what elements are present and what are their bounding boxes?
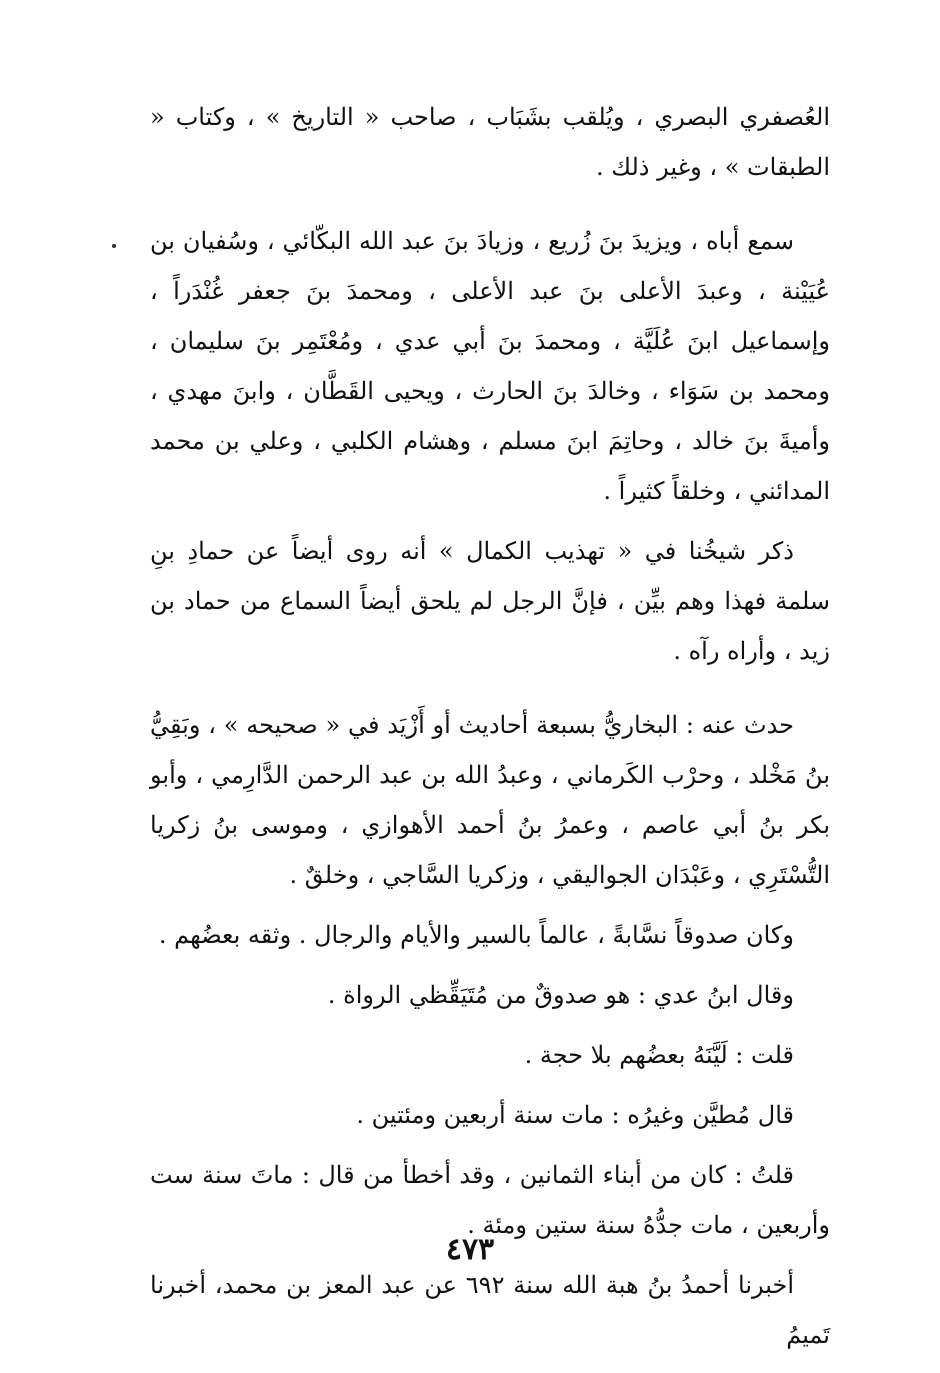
paragraph-comment: قلت : لَيَّنَهُ بعضُهم بلا حجة . — [524, 1041, 794, 1069]
paragraph-students: حدث عنه : البخاريُّ بسبعة أحاديث أو أَزْيَد في « صحيحه » ، وبَقِيُّ بنُ مَخْلد ، وحرْب الكَرماني ، وعبدُ الله بن عبد الرحمن الدَّارِمي ، وأبو بكر بنُ أبي عاصم ، وعمرُ بنُ أحمد الأهوازي ، وموسى بنُ زكريا التُّسْتَرِي ، وعَبْدَان الجواليقي ، وزكريا السَّاجي ، وخلقٌ . — [150, 711, 830, 889]
paragraph-isnad: أخبرنا أحمدُ بنُ هبة الله سنة ٦٩٢ عن عبد المعز بن محمد، أخبرنا تَميمُ — [150, 1271, 830, 1349]
body-text — [150, 92, 830, 1360]
paragraph-tahdhib-note: ذكر شيخُنا في « تهذيب الكمال » أنه روى أيضاً عن حمادِ بنِ سلمة فهذا وهم بيِّن ، فإنَّ الرجل لم يلحق أيضاً السماع من حماد بن زيد ، وأراه رآه . — [150, 537, 830, 665]
paragraph-age-note: قلتُ : كان من أبناء الثمانين ، وقد أخطأ من قال : ماتَ سنة ست وأربعين ، مات جدُّهُ سنة ستين ومئة . — [150, 1161, 830, 1239]
paragraph-continuation: العُصفري البصري ، ويُلقب بشَبَاب ، صاحب « التاريخ » ، وكتاب « الطبقات » ، وغير ذلك . — [150, 103, 830, 181]
paragraph-death: قال مُطيَّن وغيرُه : مات سنة أربعين ومئتين . — [356, 1101, 794, 1129]
paragraph-reliability: وكان صدوقاً نسَّابةً ، عالماً بالسير والأيام والرجال . وثقه بعضُهم . — [158, 921, 794, 949]
ink-dot — [112, 244, 116, 248]
paragraph-teachers: سمع أباه ، ويزيدَ بنَ زُريع ، وزيادَ بنَ عبد الله البكّائي ، وسُفيان بن عُيَيْنة ، وعبدَ الأعلى بنَ عبد الأعلى ، ومحمدَ بنَ جعفر غُنْدَراً ، وإسماعيل ابنَ عُلَيَّة ، ومحمدَ بنَ أبي عدي ، ومُعْتَمِر بنَ سليمان ، ومحمد بن سَوَاء ، وخالدَ بنَ الحارث ، ويحيى القَطَّان ، وابنَ مهدي ، وأميةَ بنَ خالد ، وحاتِمَ ابنَ مسلم ، وهشام الكلبي ، وعلي بن محمد المدائني ، وخلقاً كثيراً . — [150, 227, 830, 505]
page-number: ٤٧٣ — [445, 1232, 495, 1267]
paragraph-ibn-adi: وقال ابنُ عدي : هو صدوقٌ من مُتَيَقِّظي الرواة . — [327, 981, 794, 1009]
